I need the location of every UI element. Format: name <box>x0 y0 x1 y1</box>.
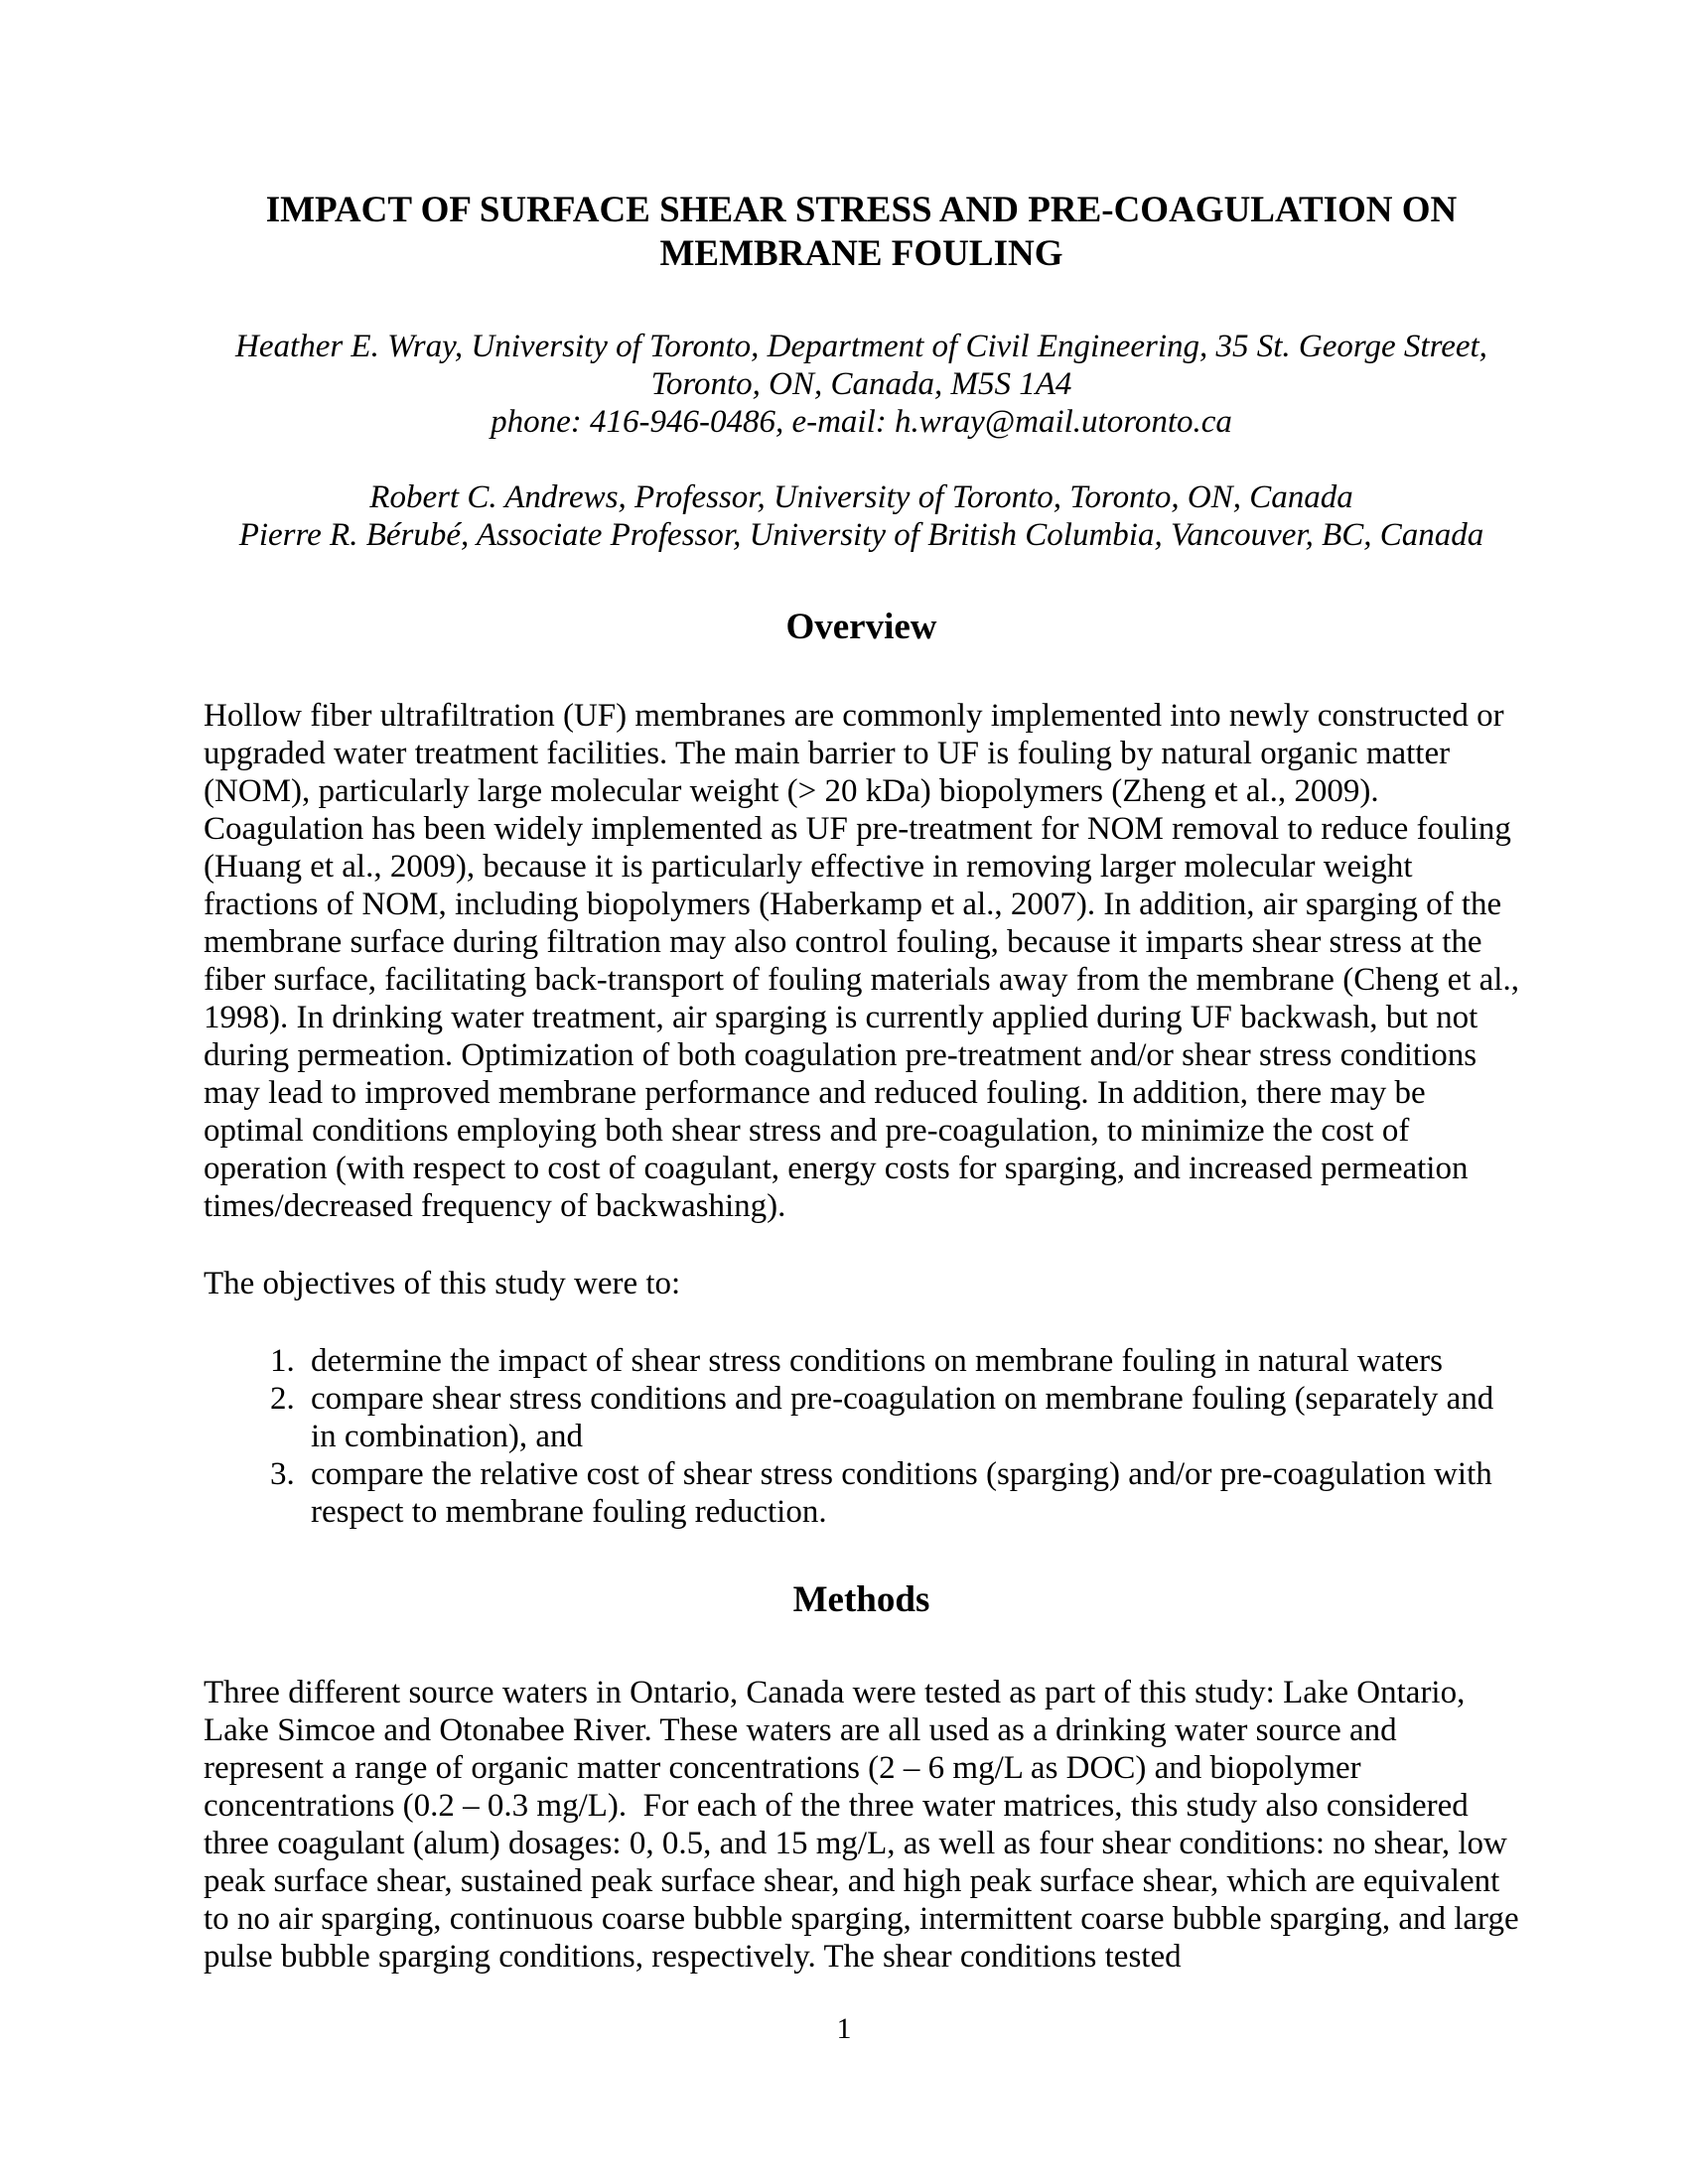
objective-item: 3. compare the relative cost of shear stress conditions (sparging) and/or pre-coagulation with respect to membrane fouling reduction. <box>303 1455 1519 1531</box>
section-heading-overview: Overview <box>785 607 937 647</box>
section-heading-methods: Methods <box>792 1579 930 1620</box>
paper-title: IMPACT OF SURFACE SHEAR STRESS AND PRE-COAGULATION ON MEMBRANE FOULING <box>265 190 1467 274</box>
coauthor-line: Robert C. Andrews, Professor, University of Toronto, Toronto, ON, Canada <box>369 479 1353 515</box>
author-block <box>204 328 1519 441</box>
methods-paragraph: Three different source waters in Ontario, Canada were tested as part of this study: Lake Ontario, Lake Simcoe and Otonabee River. These waters are all used as a drinking water source and represent a range of organic matter concentrations (2 – 6 mg/L as DOC) and biopolymer concentrations (0.2 – 0.3 mg/L). For each of the three water matrices, this study also considered three coagulant (alum) dosages: 0, 0.5, and 15 mg/L, as well as four shear conditions: no shear, low peak surface shear, sustained peak surface shear, and high peak surface shear, which are equivalent to no air sparging, continuous coarse bubble sparging, intermittent coarse bubble sparging, and large pulse bubble sparging conditions, respectively. The shear conditions tested <box>204 1675 1527 1975</box>
coauthor-line: Pierre R. Bérubé, Associate Professor, University of British Columbia, Vancouver, BC, Canada <box>238 517 1484 553</box>
coauthor-block <box>204 478 1519 554</box>
objectives-list <box>204 1342 1519 1531</box>
objective-item: 1. determine the impact of shear stress conditions on membrane fouling in natural waters <box>303 1342 1519 1380</box>
objective-item: 2. compare shear stress conditions and pre-coagulation on membrane fouling (separately and in combination), and <box>303 1380 1519 1455</box>
author-affiliation-line: Heather E. Wray, University of Toronto, Department of Civil Engineering, 35 St. George Street, <box>235 329 1487 364</box>
author-contact-line: phone: 416-946-0486, e-mail: h.wray@mail.utoronto.ca <box>491 404 1232 440</box>
page-number: 1 <box>836 2012 852 2045</box>
author-affiliation-line: Toronto, ON, Canada, M5S 1A4 <box>650 366 1072 402</box>
page-content <box>204 189 1528 1976</box>
overview-paragraph: Hollow fiber ultrafiltration (UF) membranes are commonly implemented into newly constructed or upgraded water treatment facilities. The main barrier to UF is fouling by natural organic matter (NOM), particularly large molecular weight (> 20 kDa) biopolymers (Zheng et al., 2009). Coagulation has been widely implemented as UF pre-treatment for NOM removal to reduce fouling (Huang et al., 2009), because it is particularly effective in removing larger molecular weight fractions of NOM, including biopolymers (Haberkamp et al., 2007). In addition, air sparging of the membrane surface during filtration may also control fouling, because it imparts shear stress at the fiber surface, facilitating back-transport of fouling materials away from the membrane (Cheng et al., 1998). In drinking water treatment, air sparging is currently applied during UF backwash, but not during permeation. Optimization of both coagulation pre-treatment and/or shear stress conditions may lead to improved membrane performance and reduced fouling. In addition, there may be optimal conditions employing both shear stress and pre-coagulation, to minimize the cost of operation (with respect to cost of coagulant, energy costs for sparging, and increased permeation times/decreased frequency of backwashing). <box>204 698 1528 1224</box>
objectives-intro: The objectives of this study were to: <box>204 1266 681 1301</box>
